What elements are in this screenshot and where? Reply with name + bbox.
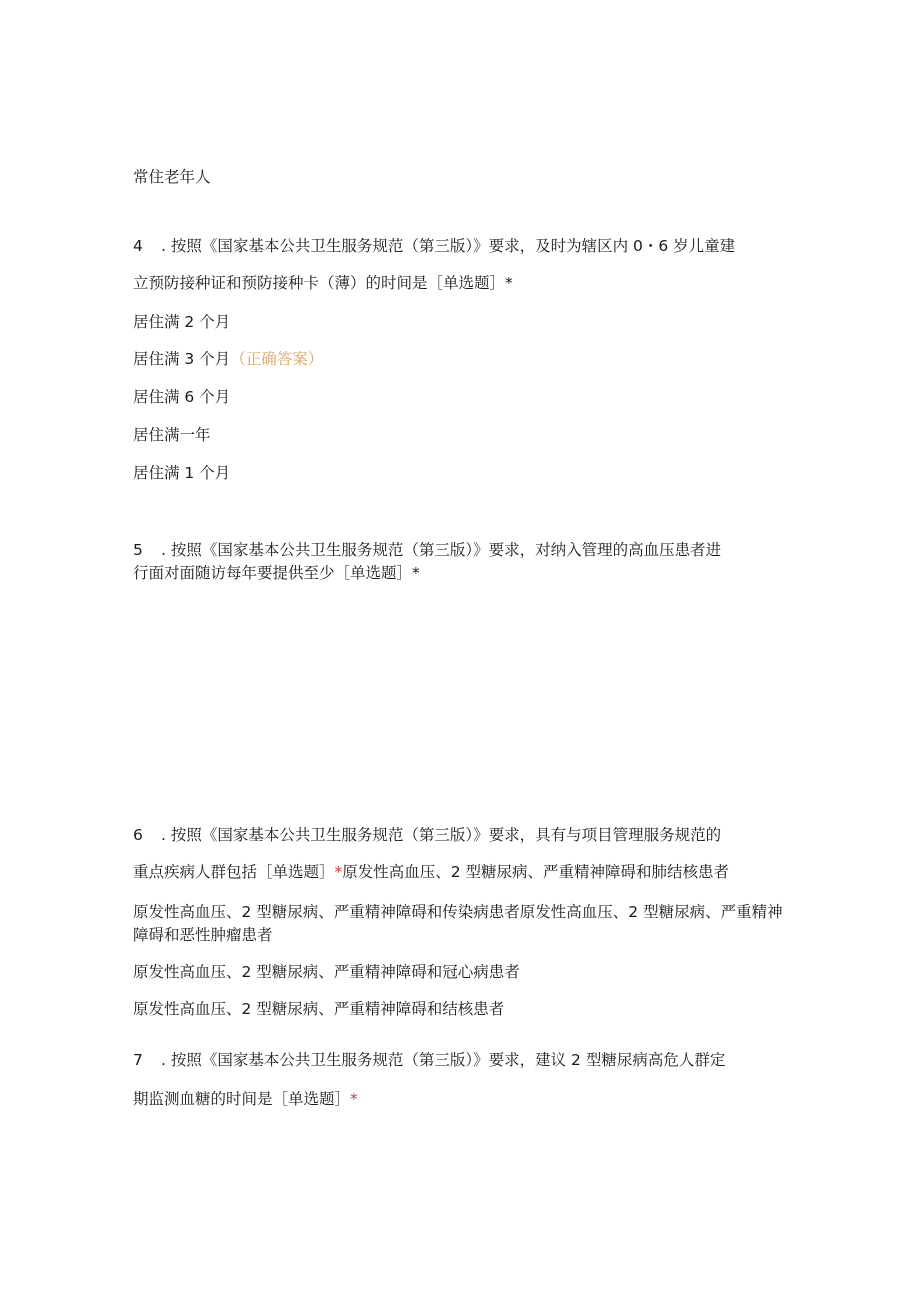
question-5-line2: 行面对面随访每年要提供至少［单选题］* <box>133 564 420 582</box>
question-number: 5 <box>133 541 143 559</box>
question-text: 重点疾病人群包括［单选题］ <box>133 863 335 881</box>
question-number: 7 <box>133 1051 143 1069</box>
q4-option-2[interactable] <box>133 349 323 369</box>
question-text: . 按照《国家基本公共卫生服务规范（第三版）》要求，对纳入管理的高血压患者进 <box>161 541 722 559</box>
required-mark: * <box>350 1090 358 1108</box>
question-text: 期监测血糖的时间是［单选题］ <box>133 1090 351 1108</box>
option-elderly[interactable]: 常住老年人 <box>133 168 211 186</box>
question-text: . 按照《国家基本公共卫生服务规范（第三版）》要求，具有与项目管理服务规范的 <box>161 826 722 844</box>
required-mark: * <box>334 863 343 881</box>
question-7-line1 <box>133 1050 725 1070</box>
question-6-line1 <box>133 825 721 845</box>
q4-option-1[interactable]: 居住满 2 个月 <box>133 313 231 331</box>
question-text: . 按照《国家基本公共卫生服务规范（第三版）》要求，建议 2 型糖尿病高危人群定 <box>161 1051 726 1069</box>
question-7-line2 <box>133 1089 358 1109</box>
correct-answer-tag: （正确答案） <box>230 350 324 368</box>
q6-option-1[interactable]: 原发性高血压、2 型糖尿病、严重精神障碍和肺结核患者 <box>342 863 730 881</box>
q4-option-4[interactable]: 居住满一年 <box>133 426 211 444</box>
question-6-line2 <box>133 862 729 882</box>
q6-options-block[interactable]: 原发性高血压、2 型糖尿病、严重精神障碍和传染病患者原发性高血压、2 型糖尿病、严重精神障碍和恶性肿瘤患者 <box>133 903 783 944</box>
question-text: . 按照《国家基本公共卫生服务规范（第三版）》要求，及时为辖区内 0・6 岁儿童建 <box>161 237 736 255</box>
q6-option-4[interactable]: 原发性高血压、2 型糖尿病、严重精神障碍和冠心病患者 <box>133 963 520 981</box>
q6-option-5[interactable]: 原发性高血压、2 型糖尿病、严重精神障碍和结核患者 <box>133 1000 505 1018</box>
question-4-line1 <box>133 236 735 256</box>
q4-option-5[interactable]: 居住满 1 个月 <box>133 464 231 482</box>
q4-option-3[interactable]: 居住满 6 个月 <box>133 388 231 406</box>
question-number: 6 <box>133 826 143 844</box>
option-text: 居住满 3 个月 <box>133 350 231 368</box>
question-number: 4 <box>133 237 143 255</box>
question-4-line2: 立预防接种证和预防接种卡（薄）的时间是［单选题］* <box>133 274 513 292</box>
question-5-line1 <box>133 540 721 560</box>
